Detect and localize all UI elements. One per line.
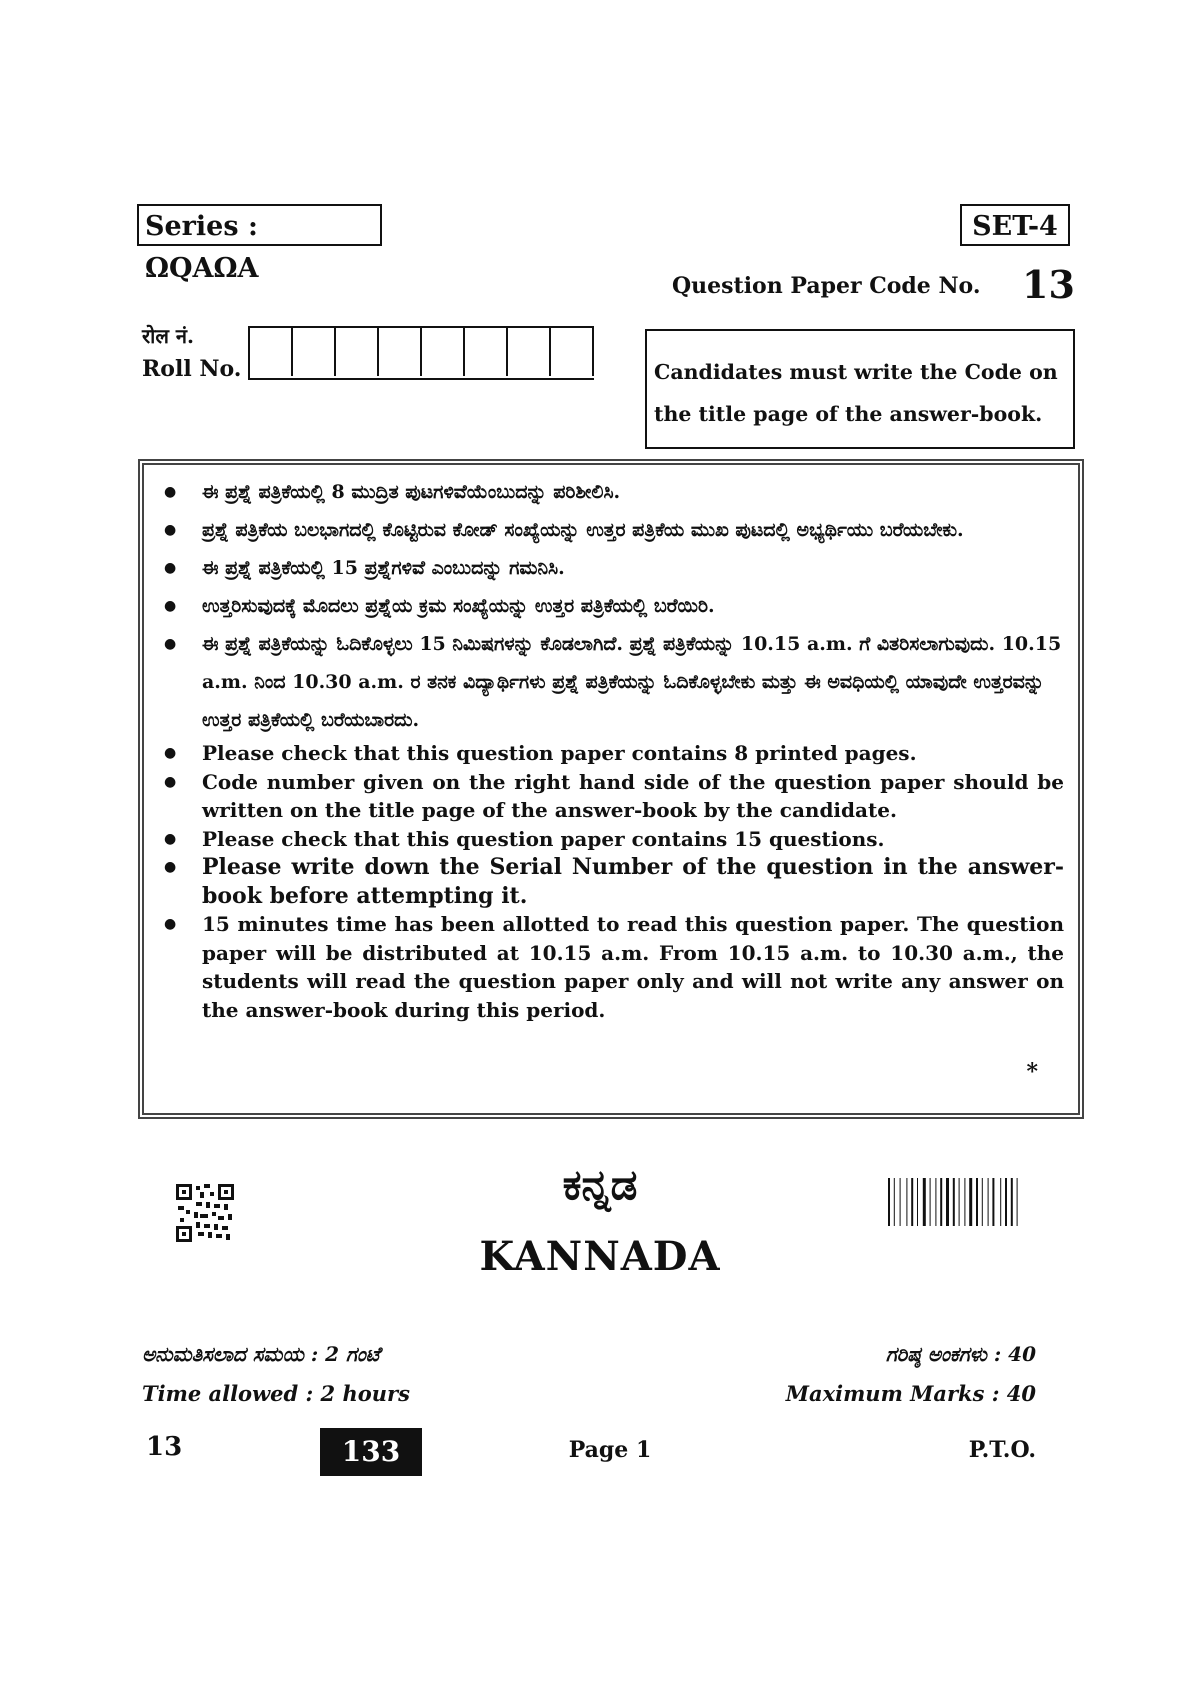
- barcode-bar: [992, 1178, 994, 1226]
- barcode-bar: [906, 1178, 907, 1226]
- barcode-bar: [1011, 1178, 1013, 1226]
- set-label: SET-4: [960, 204, 1070, 246]
- code-note-line: the title page of the answer-book.: [654, 402, 1043, 426]
- roll-number-box: [551, 326, 594, 376]
- barcode-bar: [1017, 1178, 1018, 1226]
- instruction-item: ● ಈ ಪ್ರಶ್ನೆ ಪತ್ರಿಕೆಯಲ್ಲಿ 15 ಪ್ರಶ್ನೆಗಳಿವೆ ಎಂಬುದನ್ನು ಗಮನಿಸಿ.: [164, 549, 1064, 587]
- barcode-bar: [1000, 1178, 1001, 1226]
- instruction-item: ● Please write down the Serial Number of the question in the answer-book before attempting it.: [164, 853, 1064, 910]
- maximum-marks-kannada: ಗರಿಷ್ಠ ಅಂಕಗಳು : 40: [885, 1342, 1036, 1366]
- code-note-line: Candidates must write the Code on: [654, 360, 1058, 384]
- roll-number-boxes: [248, 326, 594, 380]
- barcode-bar: [940, 1178, 942, 1226]
- instruction-item: ● ಈ ಪ್ರಶ್ನೆ ಪತ್ರಿಕೆಯನ್ನು ಓದಿಕೊಳ್ಳಲು 15 ನಿಮಿಷಗಳನ್ನು ಕೊಡಲಾಗಿದೆ. ಪ್ರಶ್ನೆ ಪತ್ರಿಕೆಯನ್ನು 10.15 a.m. ಗೆ ವಿತರಿಸಲಾಗುವುದು. 10.15 a.m. ನಿಂದ 10.30 a.m. ರ ತನಕ ವಿದ್ಯಾರ್ಥಿಗಳು ಪ್ರಶ್ನೆ ಪತ್ರಿಕೆಯನ್ನು ಓದಿಕೊಳ್ಳಬೇಕು ಮತ್ತು ಈ ಅವಧಿಯಲ್ಲಿ ಯಾವುದೇ ಉತ್ತರವನ್ನು ಉತ್ತರ ಪತ್ರಿಕೆಯಲ್ಲಿ ಬರೆಯಬಾರದು.: [164, 625, 1064, 739]
- barcode-bar: [953, 1178, 955, 1226]
- english-instructions: [164, 739, 1064, 1024]
- barcode-bar: [930, 1178, 931, 1226]
- roll-number-box: [250, 326, 293, 376]
- instruction-item: ● Please check that this question paper contains 15 questions.: [164, 825, 1064, 854]
- series-label: Series : ΩQAΩA: [137, 204, 382, 246]
- page-number: Page 1: [568, 1437, 652, 1463]
- barcode-bar: [976, 1178, 978, 1226]
- barcode-bar: [923, 1178, 926, 1226]
- barcode-bar: [888, 1178, 890, 1226]
- instruction-item: ● 15 minutes time has been allotted to read this question paper. The question paper will be distributed at 10.15 a.m. From 10.15 a.m. to 10.30 a.m., the students will read the question paper only and will not write any answer on the answer-book during this period.: [164, 910, 1064, 1024]
- roll-number-box: [422, 326, 465, 376]
- footer-code: 13: [146, 1432, 183, 1462]
- barcode-bar: [969, 1178, 972, 1226]
- barcode-bar: [982, 1178, 983, 1226]
- footer-code-box: 133: [320, 1428, 422, 1476]
- barcode-bar: [946, 1178, 949, 1226]
- code-instruction-box: [645, 329, 1075, 449]
- instruction-item: ● ಉತ್ತರಿಸುವುದಕ್ಕೆ ಮೊದಲು ಪ್ರಶ್ನೆಯ ಕ್ರಮ ಸಂಖ್ಯೆಯನ್ನು ಉತ್ತರ ಪತ್ರಿಕೆಯಲ್ಲಿ ಬರೆಯಿರಿ.: [164, 587, 1064, 625]
- question-paper-code-number: 13: [1022, 262, 1075, 307]
- barcode-bar: [917, 1178, 918, 1226]
- barcode-bar: [964, 1178, 965, 1226]
- instruction-item: ● Code number given on the right hand side of the question paper should be written on the title page of the answer-book by the candidate.: [164, 768, 1064, 825]
- barcode-bar: [988, 1178, 989, 1226]
- instruction-item: ● ಪ್ರಶ್ನೆ ಪತ್ರಿಕೆಯ ಬಲಭಾಗದಲ್ಲಿ ಕೊಟ್ಟಿರುವ ಕೋಡ್ ಸಂಖ್ಯೆಯನ್ನು ಉತ್ತರ ಪತ್ರಿಕೆಯ ಮುಖ ಪುಟದಲ್ಲಿ ಅಭ್ಯರ್ಥಿಯು ಬರೆಯಬೇಕು.: [164, 511, 1064, 549]
- kannada-instructions: [164, 473, 1064, 739]
- barcode-bar: [959, 1178, 960, 1226]
- roll-number-box: [336, 326, 379, 376]
- maximum-marks-english: Maximum Marks : 40: [785, 1381, 1036, 1406]
- barcode-bar: [911, 1178, 913, 1226]
- barcode-icon: [888, 1178, 1058, 1226]
- instructions-box: [138, 459, 1084, 1119]
- please-turn-over: P.T.O.: [968, 1437, 1036, 1463]
- time-allowed-english: Time allowed : 2 hours: [142, 1381, 410, 1406]
- barcode-bar: [894, 1178, 895, 1226]
- subject-title-kannada: ಕನ್ನಡ: [562, 1160, 638, 1209]
- roll-label-hindi: रोल नं.: [142, 324, 194, 348]
- barcode-bar: [1005, 1178, 1007, 1226]
- roll-number-box: [293, 326, 336, 376]
- barcode-bar: [900, 1178, 901, 1226]
- subject-title-english: KANNADA: [479, 1233, 721, 1280]
- time-allowed-kannada: ಅನುಮತಿಸಲಾದ ಸಮಯ : 2 ಗಂಟೆ: [142, 1342, 380, 1366]
- question-paper-code-label: Question Paper Code No.: [672, 273, 981, 299]
- instruction-item: ● ಈ ಪ್ರಶ್ನೆ ಪತ್ರಿಕೆಯಲ್ಲಿ 8 ಮುದ್ರಿತ ಪುಟಗಳಿವೆಯೆಂಬುದನ್ನು ಪರಿಶೀಲಿಸಿ.: [164, 473, 1064, 511]
- instruction-item: ● Please check that this question paper contains 8 printed pages.: [164, 739, 1064, 768]
- roll-number-box: [379, 326, 422, 376]
- star-mark: *: [1026, 1059, 1038, 1085]
- barcode-bar: [935, 1178, 936, 1226]
- roll-number-box: [465, 326, 508, 376]
- roll-label: Roll No.: [142, 356, 242, 382]
- roll-number-box: [508, 326, 551, 376]
